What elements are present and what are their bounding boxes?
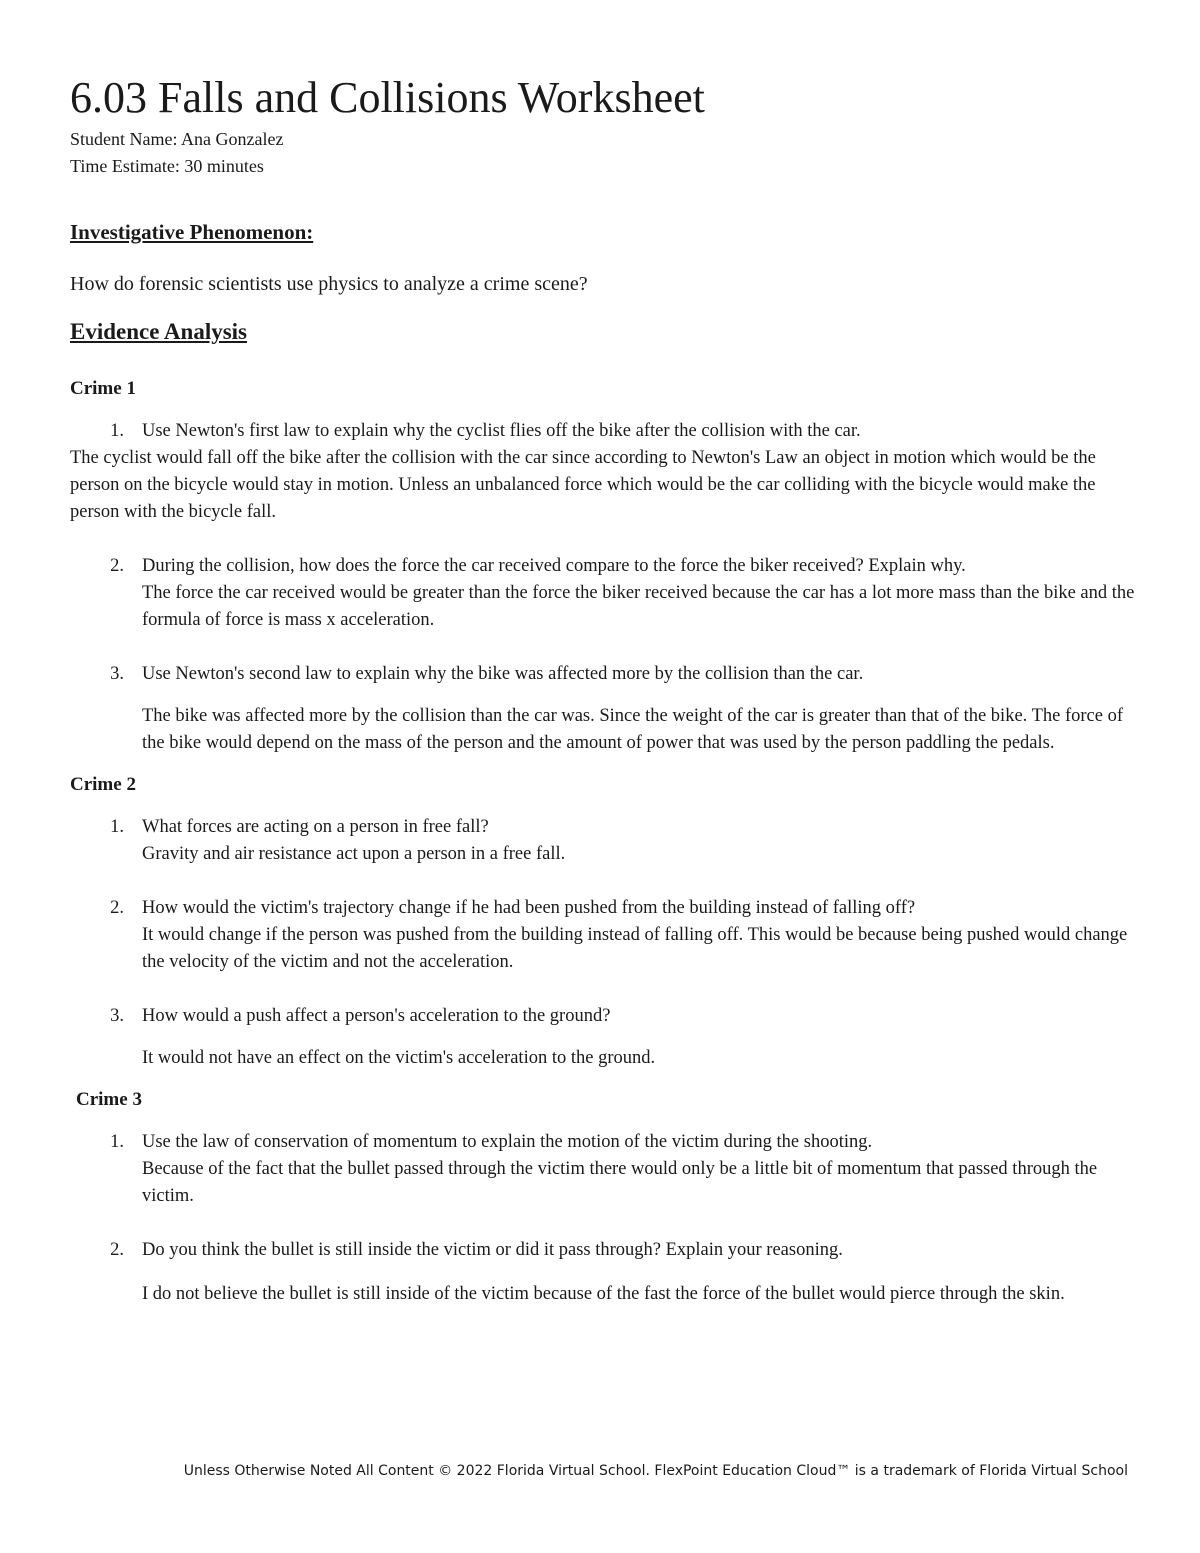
crime-2-question-1 (70, 814, 1140, 841)
crime-2-label: Crime 2 (70, 774, 136, 795)
crime-2-question-2 (70, 895, 1140, 922)
question-text: Use Newton's second law to explain why the bike was affected more by the collision than the car. (142, 664, 864, 684)
crime-1-question-2 (70, 553, 1140, 580)
crime-3-answer-2: I do not believe the bullet is still inside of the victim because of the fast the force of the bullet would pierce through the skin. (142, 1284, 1065, 1304)
question-text: Use Newton's first law to explain why the cyclist flies off the bike after the collision with the car. (142, 421, 861, 441)
question-text: During the collision, how does the force the car received compare to the force the biker received? Explain why. (142, 556, 966, 576)
time-estimate: Time Estimate: 30 minutes (70, 156, 264, 176)
question-number: 2. (110, 1240, 124, 1260)
question-number: 2. (110, 556, 124, 576)
crime-1-question-1 (70, 418, 1140, 445)
crime-3-question-2 (70, 1237, 1140, 1264)
crime-1-question-3 (70, 661, 1140, 688)
crime-2-question-3 (70, 1003, 1140, 1030)
evidence-heading: Evidence Analysis (70, 319, 248, 344)
crime-1-answer-3: The bike was affected more by the collision than the car was. Since the weight of the car is greater than that of the bike. The force of the bike would depend on the mass of the person and the amount of power that was used by the person paddling the pedals. (142, 706, 1123, 753)
question-number: 1. (110, 421, 124, 441)
phenomenon-heading: Investigative Phenomenon: (70, 220, 314, 244)
crime-2-answer-3: It would not have an effect on the victim's acceleration to the ground. (142, 1048, 656, 1068)
question-text: What forces are acting on a person in free fall? (142, 817, 489, 837)
question-text: Do you think the bullet is still inside the victim or did it pass through? Explain your reasoning. (142, 1240, 843, 1260)
copyright-footer: Unless Otherwise Noted All Content © 2022 Florida Virtual School. FlexPoint Education Cloud™ is a trademark of Florida Virtual School (183, 1463, 1128, 1479)
crime-1-answer-2: The force the car received would be greater than the force the biker received because the car has a lot more mass than the bike and the formula of force is mass x acceleration. (142, 583, 1135, 630)
phenomenon-question: How do forensic scientists use physics to analyze a crime scene? (70, 273, 588, 295)
question-text: How would a push affect a person's acceleration to the ground? (142, 1006, 611, 1026)
question-number: 1. (110, 817, 124, 837)
worksheet-page (70, 72, 1140, 1308)
question-number: 1. (110, 1132, 124, 1152)
question-number: 3. (110, 1006, 124, 1026)
student-name: Student Name: Ana Gonzalez (70, 129, 284, 149)
crime-3-label: Crime 3 (76, 1089, 142, 1110)
crime-1-answer-1: The cyclist would fall off the bike after the collision with the car since according to Newton's Law an object in motion which would be the person on the bicycle would stay in motion. Unless an unbalanced force which would be the car colliding with the bicycle would make the person with the bicycle fall. (70, 448, 1096, 522)
crime-2-answer-1: Gravity and air resistance act upon a person in a free fall. (142, 844, 566, 864)
question-number: 2. (110, 898, 124, 918)
question-text: Use the law of conservation of momentum to explain the motion of the victim during the shooting. (142, 1132, 873, 1152)
page-title: 6.03 Falls and Collisions Worksheet (70, 73, 705, 122)
crime-2-answer-2: It would change if the person was pushed from the building instead of falling off. This would be because being pushed would change the velocity of the victim and not the acceleration. (142, 925, 1128, 972)
crime-3-answer-1: Because of the fact that the bullet passed through the victim there would only be a little bit of momentum that passed through the victim. (142, 1159, 1098, 1206)
crime-3-question-1 (70, 1129, 1140, 1156)
question-text: How would the victim's trajectory change if he had been pushed from the building instead of falling off? (142, 898, 916, 918)
crime-1-label: Crime 1 (70, 378, 136, 399)
question-number: 3. (110, 664, 124, 684)
